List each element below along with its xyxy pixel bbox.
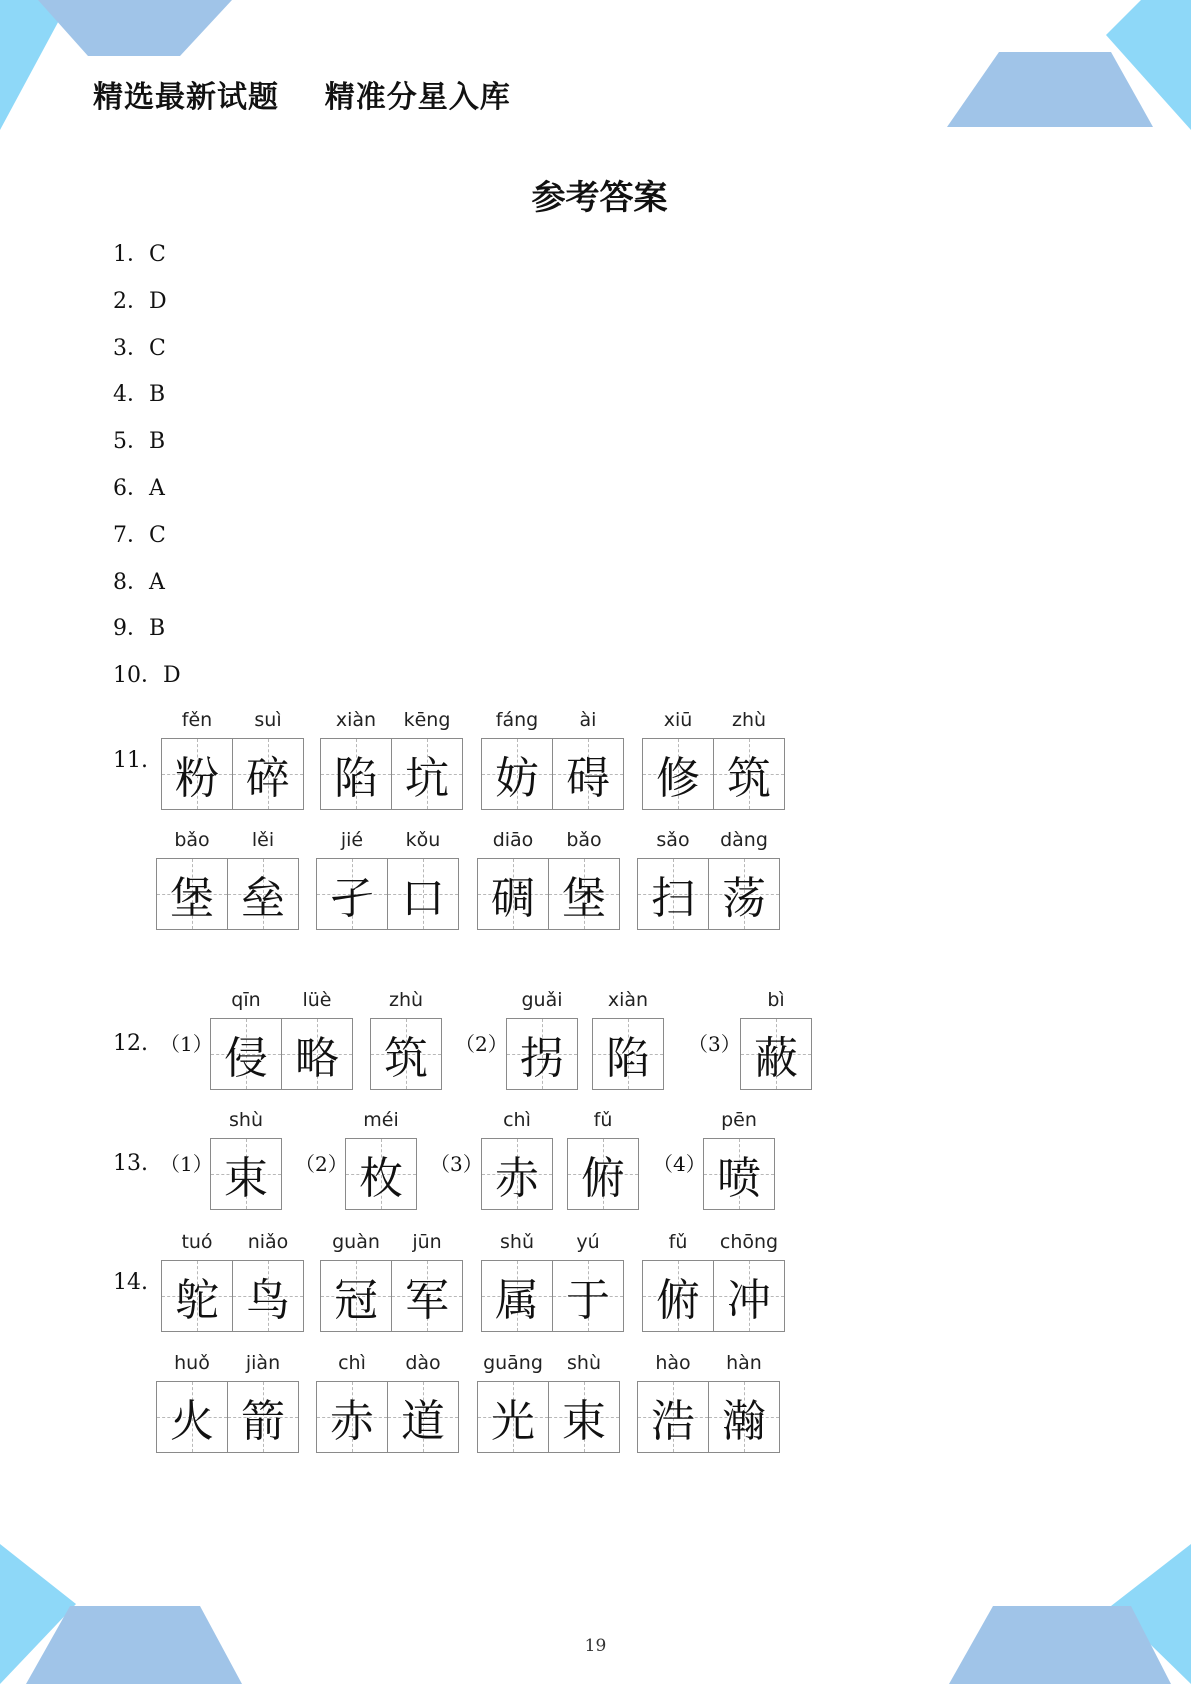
hanzi-character: 赤 <box>330 1396 374 1447</box>
hanzi-character: 略 <box>295 1033 339 1084</box>
tianzige-cell <box>548 1352 620 1453</box>
hanzi-character: 鸵 <box>175 1275 219 1326</box>
tianzige-cell <box>387 1352 459 1453</box>
choice-answer: 6．A <box>113 475 165 501</box>
hanzi-character: 荡 <box>722 873 766 924</box>
tianzige-cell <box>637 829 709 930</box>
pinyin-label: hào <box>655 1352 691 1374</box>
hanzi-character: 俯 <box>656 1275 700 1326</box>
hanzi-character: 拐 <box>520 1033 564 1084</box>
tianzige-word <box>161 709 304 810</box>
hanzi-character: 口 <box>401 873 445 924</box>
tianzige-cell <box>156 1352 228 1453</box>
tianzige-cell <box>477 829 549 930</box>
pinyin-label: yú <box>576 1231 600 1253</box>
tianzige-cell <box>161 1231 233 1332</box>
tianzige-cell <box>387 829 459 930</box>
tianzige-word <box>345 1109 417 1210</box>
hanzi-character: 垒 <box>241 873 285 924</box>
tianzige-cell <box>713 1231 785 1332</box>
hanzi-character: 冠 <box>334 1275 378 1326</box>
choice-answer: 3．C <box>113 335 166 361</box>
pinyin-label: guāng <box>483 1352 543 1374</box>
hanzi-character: 俯 <box>581 1153 625 1204</box>
hanzi-character: 修 <box>656 753 700 804</box>
tianzige-cell <box>506 989 578 1090</box>
header-slogan: 精选最新试题 精准分星入库 <box>93 80 511 115</box>
tianzige-cell <box>481 1231 553 1332</box>
corner-decoration-bottom-left <box>0 1544 250 1684</box>
tianzige-cell <box>708 1352 780 1453</box>
tianzige-cell <box>642 709 714 810</box>
hanzi-character: 鸟 <box>246 1275 290 1326</box>
tianzige-cell <box>316 1352 388 1453</box>
choice-answer-list <box>113 240 181 708</box>
pinyin-label: qīn <box>231 989 261 1011</box>
sub-question-label: （1） <box>160 1032 213 1056</box>
pinyin-label: shǔ <box>500 1231 534 1253</box>
tianzige-cell <box>316 829 388 930</box>
pinyin-label: bì <box>767 989 785 1011</box>
pinyin-label: fǔ <box>668 1231 688 1253</box>
hanzi-character: 陷 <box>606 1033 650 1084</box>
pinyin-label: shù <box>229 1109 263 1131</box>
hanzi-character: 碍 <box>566 753 610 804</box>
tianzige-cell <box>232 709 304 810</box>
hanzi-character: 陷 <box>334 753 378 804</box>
hanzi-character: 孑 <box>330 873 374 924</box>
pinyin-label: jiàn <box>245 1352 281 1374</box>
tianzige-cell <box>345 1109 417 1210</box>
tianzige-word <box>703 1109 775 1210</box>
tianzige-word <box>210 1109 282 1210</box>
hanzi-character: 粉 <box>175 753 219 804</box>
choice-answer: 4．B <box>113 382 166 408</box>
sub-question-label: （1） <box>160 1152 213 1176</box>
pinyin-label: lüè <box>302 989 332 1011</box>
tianzige-word <box>320 1231 463 1332</box>
corner-decoration-top-right <box>941 0 1191 130</box>
hanzi-character: 枚 <box>359 1153 403 1204</box>
tianzige-cell <box>592 989 664 1090</box>
pinyin-label: zhù <box>731 709 767 731</box>
question-number: 13. <box>113 1151 148 1176</box>
pinyin-label: bǎo <box>174 829 210 851</box>
tianzige-cell <box>642 1231 714 1332</box>
tianzige-cell <box>391 1231 463 1332</box>
pinyin-label: kǒu <box>405 829 441 851</box>
hanzi-character: 筑 <box>384 1033 428 1084</box>
tianzige-word <box>481 709 624 810</box>
hanzi-character: 坑 <box>405 753 449 804</box>
tianzige-word <box>156 1352 299 1453</box>
hanzi-character: 冲 <box>727 1275 771 1326</box>
pinyin-label: shù <box>567 1352 601 1374</box>
hanzi-character: 束 <box>224 1153 268 1204</box>
pinyin-label: ài <box>579 709 597 731</box>
hanzi-character: 碉 <box>491 873 535 924</box>
tianzige-word <box>481 1109 553 1210</box>
pinyin-label: chōng <box>719 1231 779 1253</box>
choice-answer: 10．D <box>113 663 181 689</box>
tianzige-word <box>637 829 780 930</box>
tianzige-word <box>592 989 664 1090</box>
hanzi-character: 光 <box>491 1396 535 1447</box>
pinyin-label: lěi <box>251 829 275 851</box>
hanzi-character: 筑 <box>727 753 771 804</box>
tianzige-word <box>316 1352 459 1453</box>
hanzi-character: 瀚 <box>722 1396 766 1447</box>
pinyin-label: hàn <box>726 1352 762 1374</box>
pinyin-label: fǔ <box>593 1109 613 1131</box>
tianzige-word <box>477 1352 620 1453</box>
pinyin-label: pēn <box>721 1109 757 1131</box>
sub-question-label: （2） <box>455 1032 508 1056</box>
pinyin-label: guǎi <box>521 989 563 1011</box>
tianzige-cell <box>548 829 620 930</box>
tianzige-cell <box>370 989 442 1090</box>
question-number: 12. <box>113 1031 148 1056</box>
pinyin-label: chì <box>338 1352 366 1374</box>
tianzige-cell <box>227 1352 299 1453</box>
hanzi-character: 火 <box>170 1396 214 1447</box>
tianzige-word <box>506 989 578 1090</box>
hanzi-character: 喷 <box>717 1153 761 1204</box>
tianzige-word <box>642 1231 785 1332</box>
sub-question-label: （3） <box>430 1152 483 1176</box>
pinyin-label: fěn <box>181 709 213 731</box>
pinyin-label: bǎo <box>566 829 602 851</box>
pinyin-label: méi <box>363 1109 399 1131</box>
choice-answer: 2．D <box>113 288 167 314</box>
tianzige-word <box>316 829 459 930</box>
tianzige-word <box>477 829 620 930</box>
tianzige-word <box>156 829 299 930</box>
tianzige-cell <box>477 1352 549 1453</box>
pinyin-label: tuó <box>181 1231 213 1253</box>
page-title: 参考答案 <box>531 178 668 218</box>
hanzi-character: 道 <box>401 1396 445 1447</box>
tianzige-cell <box>713 709 785 810</box>
hanzi-character: 军 <box>405 1275 449 1326</box>
choice-answer: 1．C <box>113 242 166 267</box>
pinyin-label: zhù <box>388 989 424 1011</box>
hanzi-character: 属 <box>495 1275 539 1326</box>
choice-answer: 5．B <box>113 429 166 455</box>
pinyin-label: jūn <box>412 1231 442 1253</box>
pinyin-label: xiū <box>663 709 693 731</box>
pinyin-label: fáng <box>495 709 539 731</box>
hanzi-character: 于 <box>566 1275 610 1326</box>
pinyin-label: kēng <box>403 709 451 731</box>
tianzige-word <box>210 989 353 1090</box>
sub-question-label: （4） <box>653 1152 706 1176</box>
tianzige-word <box>481 1231 624 1332</box>
tianzige-cell <box>210 1109 282 1210</box>
sub-question-label: （2） <box>295 1152 348 1176</box>
hanzi-character: 碎 <box>246 753 290 804</box>
pinyin-label: dào <box>405 1352 441 1374</box>
tianzige-cell <box>481 709 553 810</box>
tianzige-word <box>637 1352 780 1453</box>
hanzi-character: 扫 <box>651 873 695 924</box>
tianzige-cell <box>210 989 282 1090</box>
hanzi-character: 束 <box>562 1396 606 1447</box>
tianzige-cell <box>161 709 233 810</box>
hanzi-character: 妨 <box>495 753 539 804</box>
pinyin-label: diāo <box>492 829 534 851</box>
tianzige-word <box>161 1231 304 1332</box>
tianzige-cell <box>567 1109 639 1210</box>
tianzige-word <box>567 1109 639 1210</box>
tianzige-word <box>320 709 463 810</box>
pinyin-label: niǎo <box>247 1231 289 1253</box>
tianzige-cell <box>708 829 780 930</box>
tianzige-cell <box>232 1231 304 1332</box>
tianzige-cell <box>281 989 353 1090</box>
tianzige-cell <box>227 829 299 930</box>
tianzige-cell <box>320 709 392 810</box>
tianzige-cell <box>391 709 463 810</box>
tianzige-word <box>740 989 812 1090</box>
choice-answer: 8．A <box>113 569 165 595</box>
tianzige-word <box>370 989 442 1090</box>
pinyin-label: guàn <box>332 1231 380 1253</box>
tianzige-cell <box>320 1231 392 1332</box>
page-number: 19 <box>584 1636 607 1656</box>
pinyin-label: sǎo <box>656 829 690 851</box>
pinyin-label: xiàn <box>607 989 649 1011</box>
hanzi-character: 箭 <box>241 1396 285 1447</box>
tianzige-word <box>642 709 785 810</box>
hanzi-character: 堡 <box>562 873 606 924</box>
hanzi-character: 赤 <box>495 1153 539 1204</box>
tianzige-cell <box>481 1109 553 1210</box>
sub-question-label: （3） <box>688 1032 741 1056</box>
hanzi-character: 蔽 <box>754 1033 798 1084</box>
hanzi-character: 浩 <box>651 1396 695 1447</box>
question-number: 14. <box>113 1270 148 1295</box>
tianzige-cell <box>552 1231 624 1332</box>
tianzige-cell <box>552 709 624 810</box>
hanzi-character: 侵 <box>224 1033 268 1084</box>
tianzige-cell <box>703 1109 775 1210</box>
pinyin-label: huǒ <box>174 1352 210 1374</box>
pinyin-label: jié <box>340 829 364 851</box>
tianzige-cell <box>637 1352 709 1453</box>
question-number: 11. <box>113 748 148 773</box>
tianzige-cell <box>740 989 812 1090</box>
pinyin-label: suì <box>254 709 282 731</box>
pinyin-label: chì <box>503 1109 531 1131</box>
pinyin-label: xiàn <box>335 709 377 731</box>
choice-answer: 9．B <box>113 616 166 642</box>
hanzi-character: 堡 <box>170 873 214 924</box>
corner-decoration-bottom-right <box>941 1544 1191 1684</box>
tianzige-cell <box>156 829 228 930</box>
pinyin-label: dàng <box>720 829 768 851</box>
choice-answer: 7．C <box>113 522 166 548</box>
